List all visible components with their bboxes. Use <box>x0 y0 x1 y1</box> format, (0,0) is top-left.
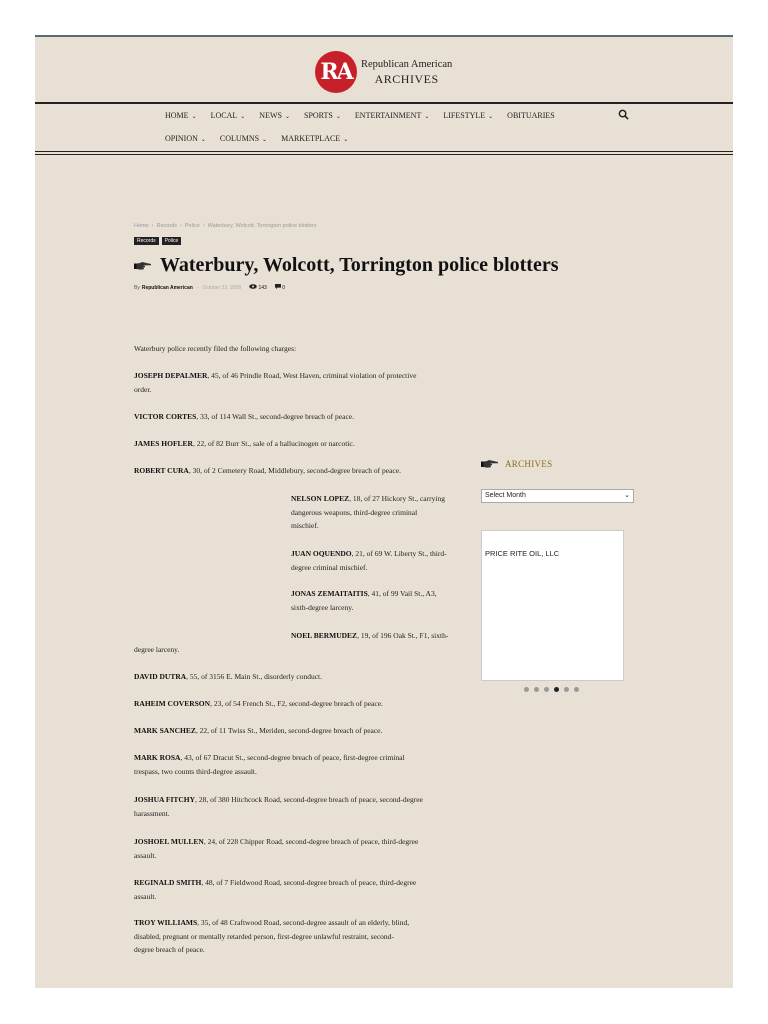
nav-item-label: COLUMNS <box>219 134 260 143</box>
blotter-entry-text: , 55, of 3156 E. Main St., disorderly conduct. <box>186 672 322 681</box>
blotter-entry <box>134 437 355 451</box>
blotter-entry-text: sixth-degree larceny. <box>291 602 354 612</box>
blotter-entry-text: , 48, of 7 Fieldwood Road, second-degree breach of peace, third-degree <box>201 878 417 887</box>
blotter-entry-text: , 22, of 11 Twiss St., Meriden, second-degree breach of peace. <box>195 726 383 735</box>
blotter-entry <box>134 492 445 533</box>
category-tag-police[interactable]: Police <box>162 237 182 245</box>
blotter-entry-text: , 21, of 69 W. Liberty St., third- <box>351 549 447 558</box>
nav-item-label: HOME <box>165 111 189 120</box>
archive-month-select-value: Select Month <box>485 492 526 499</box>
archives-widget-header <box>481 459 552 469</box>
view-count <box>249 284 267 291</box>
chevron-down-icon: ⌄ <box>424 114 430 120</box>
blotter-entry-name: TROY WILLIAMS <box>134 918 198 927</box>
blotter-entry-name: RAHEIM COVERSON <box>134 699 211 708</box>
nav-item-label: OPINION <box>165 134 198 143</box>
blotter-entry-name: JAMES HOFLER <box>134 439 193 448</box>
blotter-entry-text: harassment. <box>134 808 170 818</box>
blotter-entry-text: degree larceny. <box>134 644 180 654</box>
blotter-entry-text: , 41, of 99 Vail St., A3, <box>367 589 437 598</box>
nav-item-home[interactable] <box>165 111 197 120</box>
breadcrumb-home[interactable]: Home <box>134 223 149 229</box>
blotter-entry <box>134 629 448 656</box>
blotter-entry <box>134 724 382 738</box>
logo-text <box>361 58 452 86</box>
blotter-entry-text: , 24, of 228 Chipper Road, second-degree breach of peace, third-degree <box>203 837 419 846</box>
blotter-entry-text: , 18, of 27 Hickory St., carrying <box>349 494 445 503</box>
blotter-entry-name: MARK SANCHEZ <box>134 726 196 735</box>
chevron-down-icon: ⌄ <box>488 114 494 120</box>
blotter-entry <box>134 793 423 820</box>
site-logo[interactable] <box>315 51 452 93</box>
nav-item-sports[interactable] <box>304 111 341 120</box>
blotter-entry <box>134 670 322 684</box>
eye-icon <box>249 284 257 289</box>
meta-dash: - <box>196 284 199 291</box>
comment-count-value: 0 <box>282 285 286 291</box>
slider-dot[interactable] <box>544 687 549 692</box>
top-border <box>35 35 733 37</box>
blotter-entry-name: JUAN OQUENDO <box>291 549 352 558</box>
archives-label: ARCHIVES <box>505 459 553 469</box>
blotter-entry <box>134 916 409 957</box>
blotter-entry <box>134 876 416 903</box>
byline-prefix: By <box>134 284 140 291</box>
blotter-entry-text: , 33, of 114 Wall St., second-degree breach of peace. <box>196 412 354 421</box>
page <box>35 35 733 988</box>
blotter-entry <box>134 587 437 614</box>
blotter-entry-text: degree breach of peace. <box>134 945 205 954</box>
blotter-entry-text: , 23, of 54 French St., F2, second-degree breach of peace. <box>210 699 383 708</box>
blotter-entry-text: mischief. <box>291 521 319 530</box>
blotter-entry-text: degree criminal mischief. <box>291 562 368 572</box>
blotter-entry-text: , 30, of 2 Cemetery Road, Middlebury, second-degree breach of peace. <box>188 466 401 475</box>
blotter-entry-text: , 28, of 380 Hitchcock Road, second-degree breach of peace, second-degree <box>195 795 423 804</box>
blotter-entry-text: , 19, of 196 Oak St., F1, sixth- <box>357 631 449 640</box>
blotter-entry-name: JONAS ZEMAITAITIS <box>291 589 368 598</box>
nav-item-local[interactable] <box>211 111 246 120</box>
nav-rule-2 <box>35 154 733 155</box>
main-nav-row-1 <box>165 111 569 120</box>
breadcrumb-separator: › <box>151 223 154 229</box>
nav-item-label: MARKETPLACE <box>281 134 341 143</box>
blotter-entry <box>134 835 418 862</box>
page-title: Waterbury, Wolcott, Torrington police blotters <box>160 254 559 276</box>
logo-line-1: Republican American <box>361 59 453 70</box>
breadcrumb-records[interactable]: Records <box>156 223 177 229</box>
breadcrumb-separator: › <box>180 223 182 229</box>
blotter-entry <box>134 547 447 574</box>
blotter-entry <box>134 369 416 396</box>
chevron-down-icon: ⌄ <box>191 114 197 120</box>
blotter-entry-name: REGINALD SMITH <box>134 878 202 887</box>
slider-dot[interactable] <box>534 687 539 692</box>
slider-dot[interactable] <box>564 687 569 692</box>
logo-mark: RA <box>315 51 357 93</box>
blotter-entry-name: ROBERT CURA <box>134 466 189 475</box>
nav-item-label: SPORTS <box>304 111 333 120</box>
blotter-entry-text: disabled, pregnant or mentally retarded person, first-degree unlawful restraint, second- <box>134 931 394 941</box>
nav-item-columns[interactable] <box>220 134 267 143</box>
blotter-entry-name: MARK ROSA <box>134 753 181 762</box>
ad-slide[interactable] <box>481 530 624 681</box>
nav-item-news[interactable] <box>259 111 290 120</box>
blotter-entry <box>134 751 405 778</box>
nav-item-lifestyle[interactable] <box>443 111 493 120</box>
logo-line-2: ARCHIVES <box>374 72 439 86</box>
comment-count[interactable] <box>275 284 285 291</box>
header-rule <box>35 102 733 104</box>
chevron-down-icon: ⌄ <box>624 492 630 499</box>
category-tag-records[interactable]: Records <box>134 237 159 245</box>
ad-text: PRICE RITE OIL, LLC <box>485 549 560 558</box>
chevron-down-icon: ⌄ <box>335 114 341 120</box>
nav-rule-1 <box>35 151 733 152</box>
title-row <box>134 254 559 277</box>
archive-month-select[interactable] <box>481 489 634 503</box>
nav-item-marketplace[interactable] <box>281 134 348 143</box>
blotter-entry <box>134 410 354 424</box>
chevron-down-icon: ⌄ <box>240 114 246 120</box>
view-count-value: 143 <box>258 285 267 291</box>
blotter-entry-name: NELSON LOPEZ <box>291 494 350 503</box>
blotter-entry-text: dangerous weapons, third-degree criminal <box>291 507 418 517</box>
chevron-down-icon: ⌄ <box>262 137 268 143</box>
article-meta <box>134 284 285 291</box>
pointing-hand-icon <box>481 459 499 469</box>
chevron-down-icon: ⌄ <box>284 114 290 120</box>
blotter-entry-text: , 43, of 67 Dracut St., second-degree breach of peace, first-degree criminal <box>180 753 405 762</box>
slider-dot[interactable] <box>574 687 579 692</box>
blotter-entry-text: assault. <box>134 850 157 860</box>
search-icon[interactable] <box>618 109 629 120</box>
breadcrumb-police[interactable]: Police <box>184 223 200 229</box>
blotter-entry-name: JOSHUA FITCHY <box>134 795 196 804</box>
blotter-entry <box>134 464 401 478</box>
blotter-entry-text: , 22, of 82 Burr St., sale of a hallucinogen or narcotic. <box>192 439 355 448</box>
article-intro: Waterbury police recently filed the following charges: <box>134 344 297 353</box>
slider-dot[interactable] <box>554 687 559 692</box>
blotter-entry-text: order. <box>134 384 152 394</box>
main-nav-row-2 <box>165 134 362 143</box>
blotter-entry-name: JOSHOEL MULLEN <box>134 837 204 846</box>
nav-item-entertainment[interactable] <box>355 111 429 120</box>
blotter-entry-name: DAVID DUTRA <box>134 672 187 681</box>
category-tags <box>134 237 184 245</box>
slider-dot[interactable] <box>524 687 529 692</box>
blotter-entry-text: assault. <box>134 891 157 901</box>
nav-item-obituaries[interactable] <box>507 111 555 120</box>
blotter-entry-name: JOSEPH DEPALMER <box>134 371 208 380</box>
pointing-hand-icon <box>134 261 152 271</box>
blotter-entry-name: VICTOR CORTES <box>134 412 197 421</box>
breadcrumb-separator: › <box>202 223 205 229</box>
chevron-down-icon: ⌄ <box>200 137 206 143</box>
nav-item-label: OBITUARIES <box>507 111 555 120</box>
nav-item-opinion[interactable] <box>165 134 206 143</box>
comment-icon <box>275 284 281 289</box>
nav-item-label: LOCAL <box>210 111 238 120</box>
nav-item-label: ENTERTAINMENT <box>354 111 422 120</box>
blotter-entry <box>134 697 383 711</box>
author-link[interactable]: Republican American <box>141 284 193 291</box>
chevron-down-icon: ⌄ <box>343 137 349 143</box>
publish-date: October 23, 2008 <box>202 284 242 291</box>
blotter-entry-text: , 45, of 46 Prindle Road, West Haven, criminal violation of protective <box>207 371 417 380</box>
blotter-entry-name: NOEL BERMUDEZ <box>291 631 358 640</box>
breadcrumb-current: Waterbury, Wolcott, Torrington police blotters <box>207 223 317 229</box>
nav-item-label: NEWS <box>259 111 282 120</box>
blotter-entry-text: , 35, of 48 Craftwood Road, second-degree assault of an elderly, blind, <box>197 918 410 927</box>
nav-item-label: LIFESTYLE <box>443 111 486 120</box>
breadcrumb <box>134 223 317 229</box>
blotter-entry-text: trespass, two counts third-degree assault. <box>134 766 257 776</box>
slider-dots <box>524 687 584 692</box>
